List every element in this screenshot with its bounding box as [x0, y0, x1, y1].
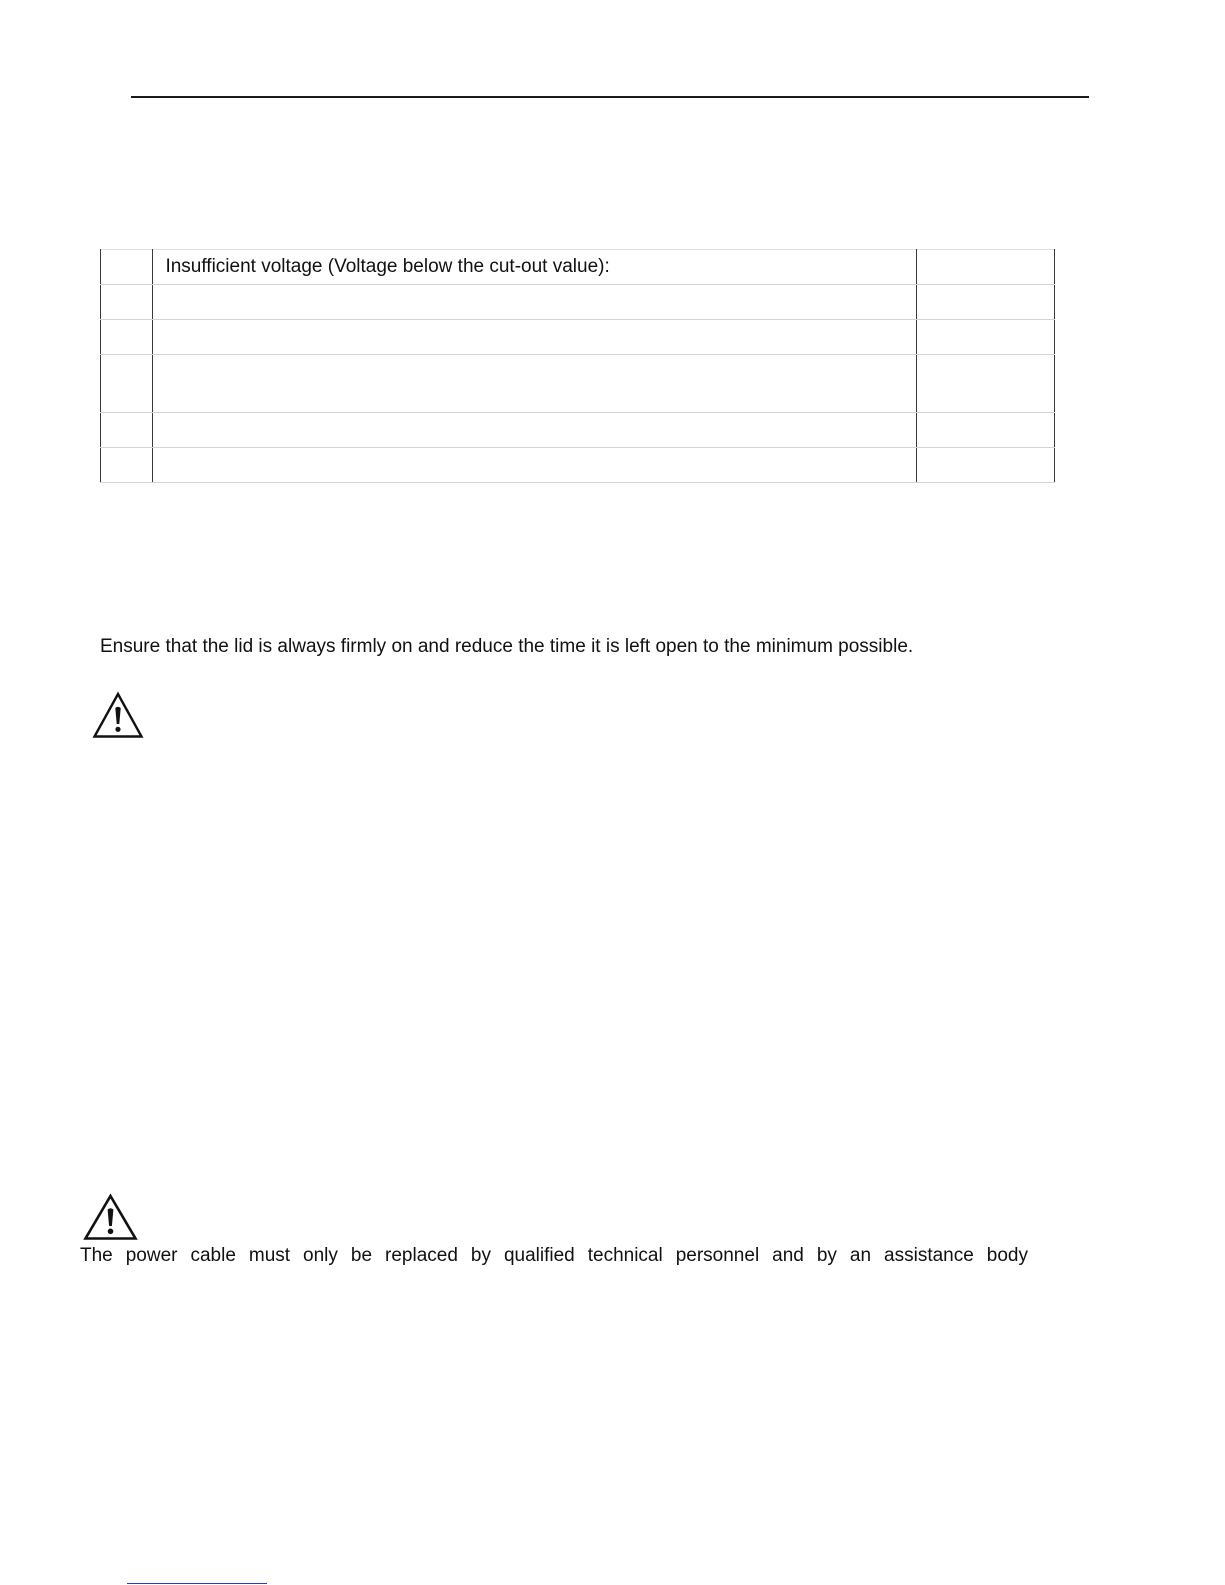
table-cell-description: Insufficient voltage (Voltage below the cut-out value):: [153, 250, 916, 285]
lid-instruction: Ensure that the lid is always firmly on and reduce the time it is left open to the minimum possible.: [100, 636, 914, 657]
table-row: [101, 320, 1055, 355]
table-cell-value: [916, 355, 1054, 413]
table-cell-description: [153, 285, 916, 320]
table-cell-value: [916, 320, 1054, 355]
table-cell-number: [101, 250, 153, 285]
header-rule: [131, 96, 1089, 98]
table-cell-number: [101, 448, 153, 483]
table-cell-value: [916, 285, 1054, 320]
table-row: [101, 250, 1055, 285]
table-cell-description: [153, 448, 916, 483]
table-cell-description: [153, 355, 916, 413]
fault-table: [100, 249, 1055, 483]
table-row: [101, 413, 1055, 448]
table-row: [101, 285, 1055, 320]
table-cell-number: [101, 285, 153, 320]
power-cable-warning: The power cable must only be replaced by qualified technical personnel and by an assistance body: [80, 1245, 1028, 1266]
table-cell-number: [101, 413, 153, 448]
table-cell-number: [101, 320, 153, 355]
table-cell-description: [153, 320, 916, 355]
table-row: [101, 355, 1055, 413]
table-cell-value: [916, 413, 1054, 448]
table-cell-value: [916, 250, 1054, 285]
link-underline[interactable]: [127, 1583, 267, 1584]
table-cell-value: [916, 448, 1054, 483]
table-cell-description: [153, 413, 916, 448]
table-row: [101, 448, 1055, 483]
warning-triangle-icon: [92, 691, 144, 739]
warning-triangle-icon: [83, 1193, 138, 1241]
table-cell-number: [101, 355, 153, 413]
